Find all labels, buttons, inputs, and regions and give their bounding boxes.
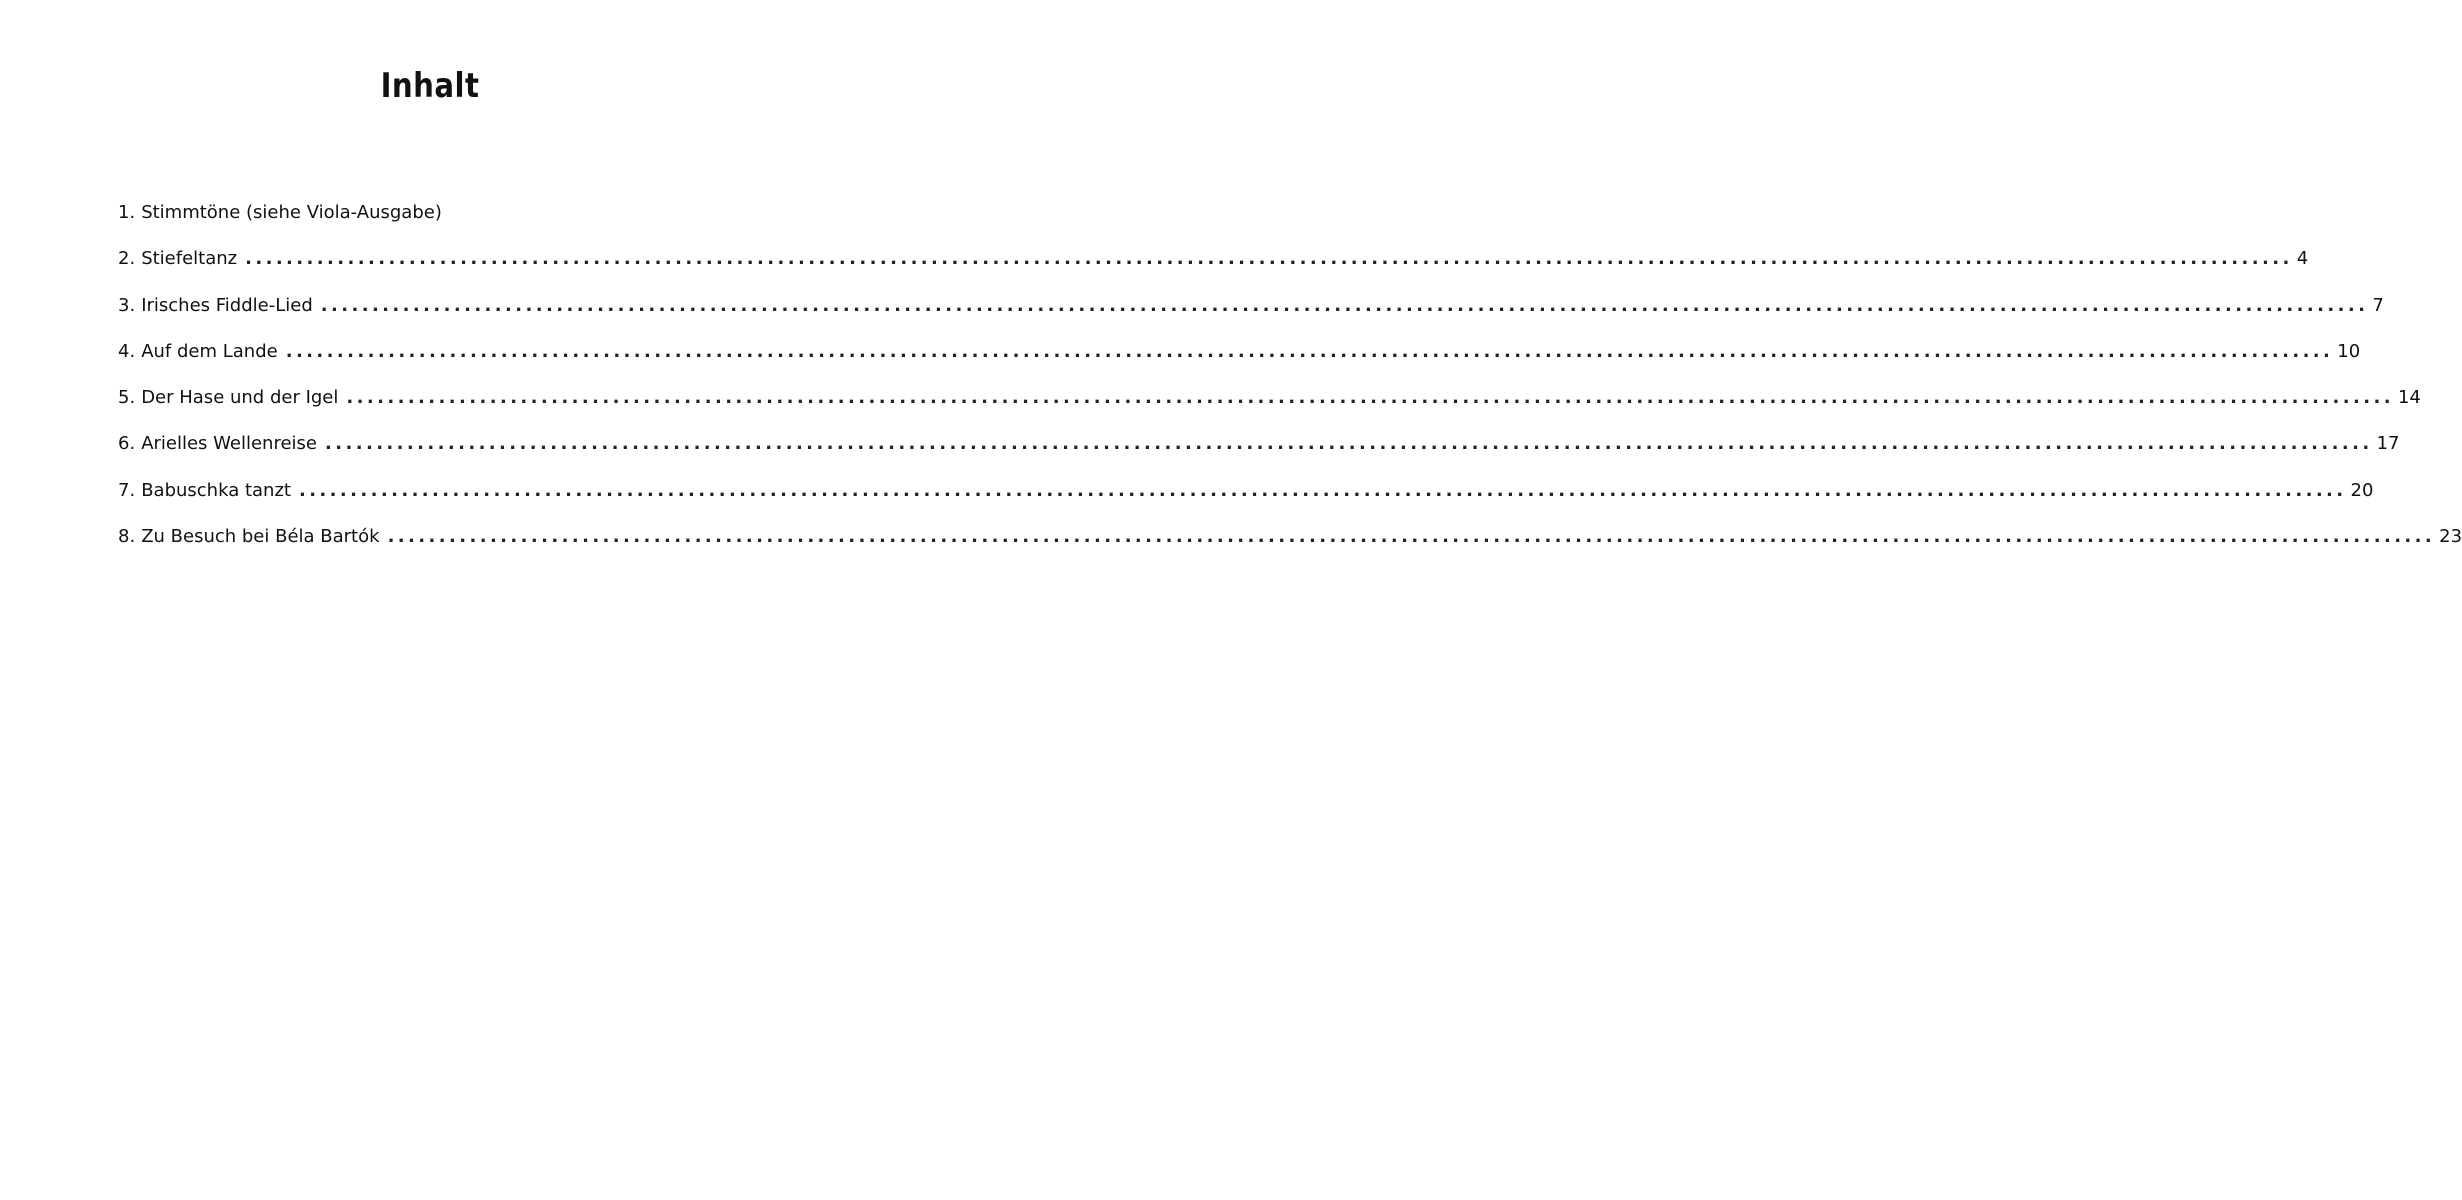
toc-entry-title: Irisches Fiddle-Lied <box>141 294 313 316</box>
toc-entry-number: 2. <box>118 248 136 270</box>
toc-entry <box>118 340 2361 387</box>
toc-entry-page: 20 <box>2350 479 2374 501</box>
toc-entry-title: Babuschka tanzt <box>141 479 291 501</box>
toc-entry <box>118 433 2400 479</box>
page-title: Inhalt <box>380 66 480 106</box>
toc-entry-page: 10 <box>2337 340 2361 362</box>
toc-entry-number: 6. <box>118 433 136 455</box>
dot-leader: ........................................................................................................................................................................................................ <box>346 387 2394 409</box>
dot-leader: ........................................................................................................................................................................................................ <box>387 526 2436 548</box>
toc-entry-number: 5. <box>118 387 136 409</box>
toc-entry-page: 23 <box>2439 526 2462 548</box>
toc-entry-title: Stimmtöne (siehe Viola-Ausgabe) <box>141 202 442 223</box>
dot-leader: ........................................................................................................................................................................................................ <box>245 248 2293 270</box>
toc-entry-number: 7. <box>118 479 136 501</box>
toc-entry-title: Stiefeltanz <box>141 248 238 270</box>
toc-entry-title: Auf dem Lande <box>141 340 278 362</box>
toc-entry-page: 14 <box>2397 387 2421 409</box>
table-of-contents <box>118 202 2462 572</box>
toc-entry-title: Der Hase und der Igel <box>141 387 339 409</box>
toc-entry-number: 1. <box>118 202 136 223</box>
dot-leader: ........................................................................................................................................................................................................ <box>285 340 2334 362</box>
toc-entry-title: Zu Besuch bei Béla Bartók <box>141 526 380 548</box>
toc-entry <box>118 387 2421 433</box>
toc-entry <box>118 479 2374 526</box>
dot-leader: ........................................................................................................................................................................................................ <box>320 294 2369 316</box>
toc-entry-page: 7 <box>2372 294 2384 316</box>
toc-entry <box>118 202 726 248</box>
dot-leader: ........................................................................................................................................................................................................ <box>298 479 2347 501</box>
toc-entry <box>118 248 2309 294</box>
toc-entry-number: 8. <box>118 526 136 548</box>
toc-entry-number: 3. <box>118 294 136 316</box>
toc-entry-page: 17 <box>2376 433 2400 455</box>
toc-entry-number: 4. <box>118 340 136 362</box>
toc-entry-page: 4 <box>2296 248 2309 270</box>
toc-entry <box>118 526 2462 572</box>
toc-entry <box>118 294 2384 341</box>
toc-entry-title: Arielles Wellenreise <box>141 433 317 455</box>
dot-leader: ........................................................................................................................................................................................................ <box>325 433 2373 455</box>
